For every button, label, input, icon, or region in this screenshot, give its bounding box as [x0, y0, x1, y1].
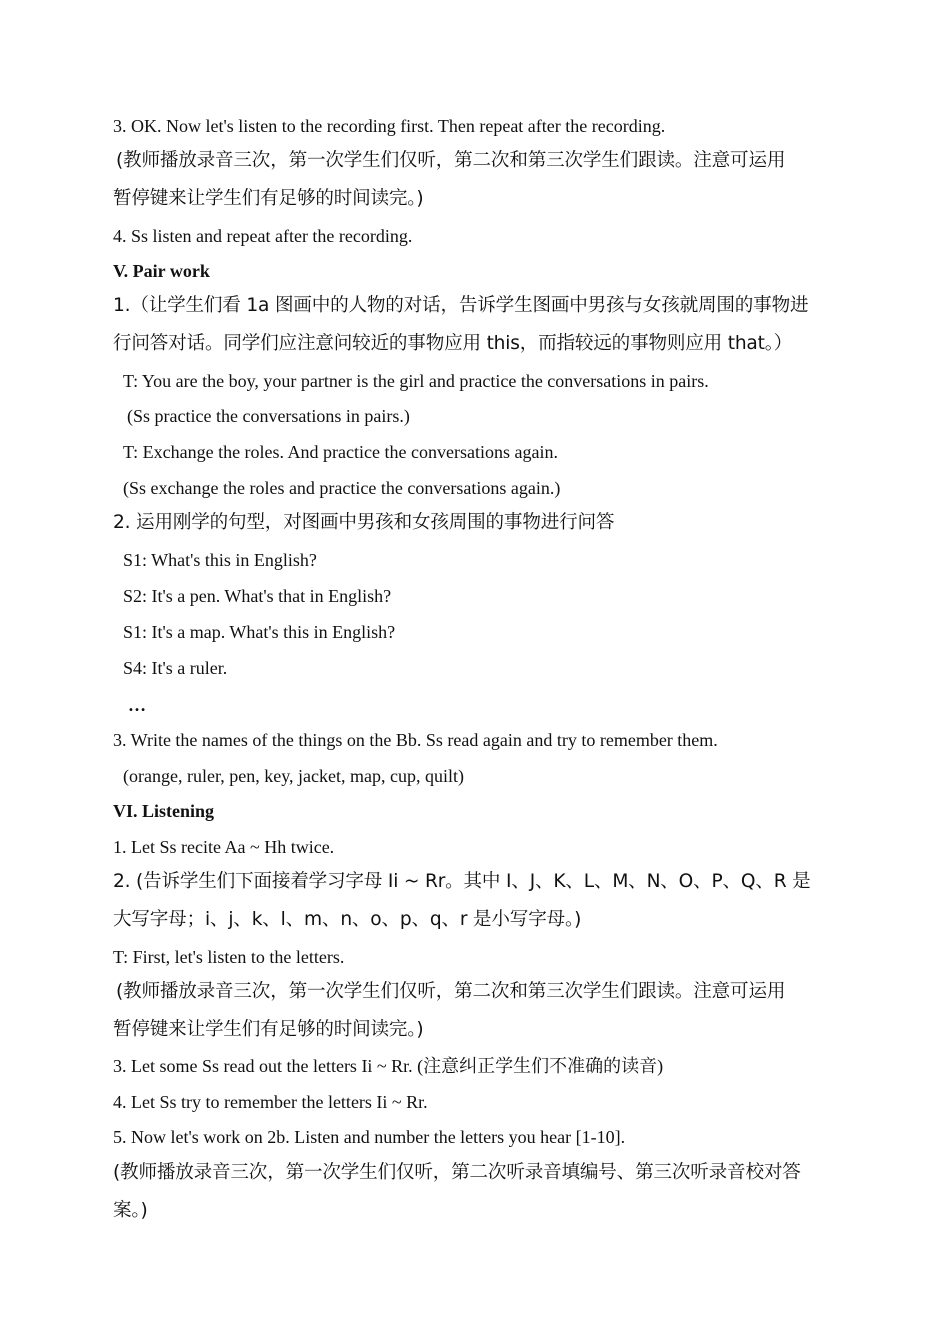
line-22: 2. (告诉学生们下面接着学习字母 Ii ~ Rr。其中 I、J、K、L、M、N、O、P、Q、R 是 — [113, 871, 811, 892]
line-31: 案。) — [113, 1200, 148, 1221]
line-12: 2. 运用刚学的句型，对图画中男孩和女孩周围的事物进行问答 — [113, 512, 615, 533]
dialogue-line-3: S1: It's a map. What's this in English? — [123, 622, 396, 642]
line-28: 4. Let Ss try to remember the letters Ii ~ Rr. — [113, 1092, 428, 1112]
line-9: (Ss practice the conversations in pairs.) — [127, 406, 410, 426]
line-24: T: First, let's listen to the letters. — [113, 947, 345, 967]
line-11: (Ss exchange the roles and practice the conversations again.) — [123, 478, 561, 498]
line-30: (教师播放录音三次，第一次学生们仅听，第二次听录音填编号、第三次听录音校对答 — [113, 1162, 801, 1183]
line-2: (教师播放录音三次，第一次学生们仅听，第二次和第三次学生们跟读。注意可运用 — [116, 150, 786, 171]
section-heading-listening: VI. Listening — [113, 801, 215, 821]
line-4: 4. Ss listen and repeat after the recording. — [113, 226, 413, 246]
line-7: 行问答对话。同学们应注意问较近的事物应用 this，而指较远的事物则应用 that。） — [113, 333, 793, 354]
line-3: 暂停键来让学生们有足够的时间读完。) — [113, 188, 424, 209]
line-18: 3. Write the names of the things on the Bb. Ss read again and try to remember them. — [113, 730, 718, 750]
line-27: 3. Let some Ss read out the letters Ii ~ Rr. (注意纠正学生们不准确的读音) — [113, 1056, 664, 1076]
dialogue-line-4: S4: It's a ruler. — [123, 658, 228, 678]
dialogue-line-1: S1: What's this in English? — [123, 550, 317, 570]
line-21: 1. Let Ss recite Aa ~ Hh twice. — [113, 837, 335, 857]
line-19: (orange, ruler, pen, key, jacket, map, cup, quilt) — [123, 766, 464, 786]
line-26: 暂停键来让学生们有足够的时间读完。) — [113, 1019, 424, 1040]
line-29: 5. Now let's work on 2b. Listen and number the letters you hear [1-10]. — [113, 1127, 626, 1147]
section-heading-pair-work: V. Pair work — [113, 261, 210, 281]
line-23: 大写字母；i、j、k、l、m、n、o、p、q、r 是小写字母。) — [113, 909, 582, 930]
line-6: 1.（让学生们看 1a 图画中的人物的对话，告诉学生图画中男孩与女孩就周围的事物进 — [113, 295, 809, 316]
line-8: T: You are the boy, your partner is the girl and practice the conversations in pairs. — [123, 371, 709, 391]
line-1: 3. OK. Now let's listen to the recording first. Then repeat after the recording. — [113, 116, 666, 136]
dialogue-line-2: S2: It's a pen. What's that in English? — [123, 586, 392, 606]
ellipsis: … — [128, 695, 146, 715]
line-25: (教师播放录音三次，第一次学生们仅听，第二次和第三次学生们跟读。注意可运用 — [116, 981, 786, 1002]
line-10: T: Exchange the roles. And practice the conversations again. — [123, 442, 558, 462]
